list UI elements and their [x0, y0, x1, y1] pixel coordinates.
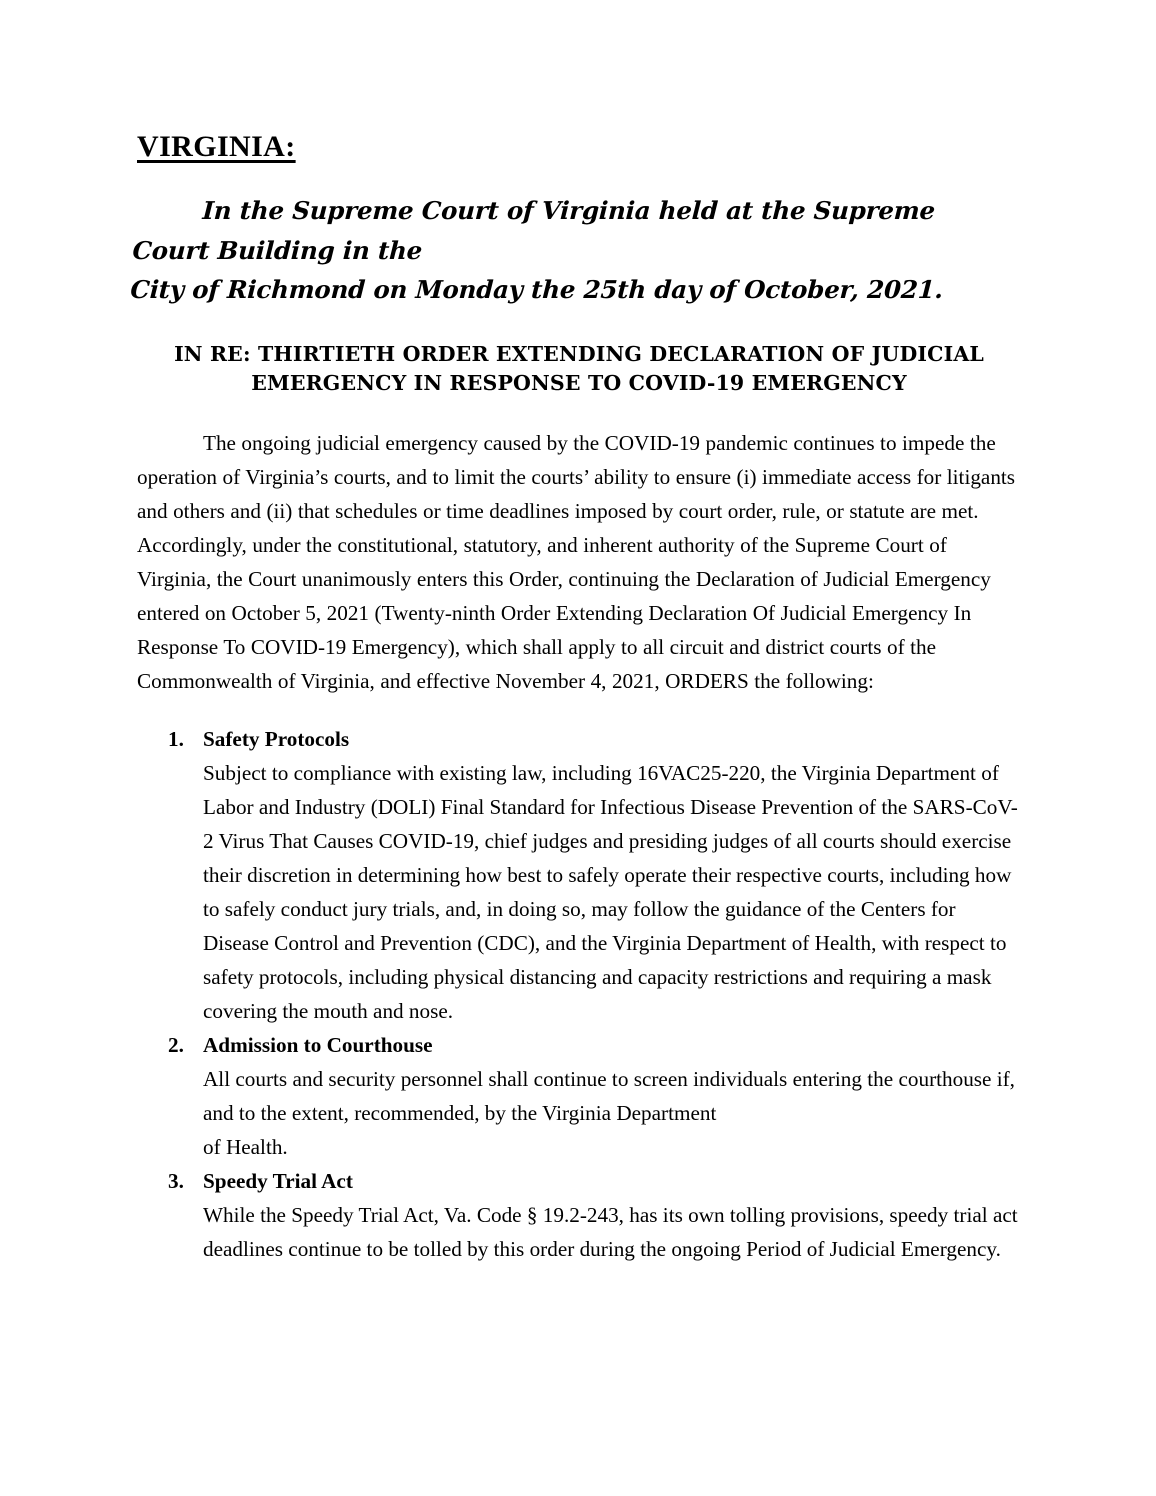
ordered-provisions-list: [137, 698, 1021, 1266]
list-item-number: 2.: [168, 1032, 184, 1057]
list-item-number: 3.: [168, 1168, 184, 1193]
list-item-body: Subject to compliance with existing law, including 16VAC25-220, the Virginia Department of Labor and Industry (DOLI) Final Standard for Infectious Disease Prevention of the SARS-CoV-2 Virus That Causes COVID-19, chief judges and presiding judges of all courts should exercise their discretion in determining how best to safely operate their respective courts, including how to safely conduct jury trials, and, in doing so, may follow the guidance of the Centers for Disease Control and Prevention (CDC), and the Virginia Department of Health, with respect to safety protocols, including physical distancing and capacity restrictions and requiring a mask covering the mouth and nose.: [203, 760, 1018, 1023]
list-item-body: [203, 1062, 1021, 1164]
order-title-line-2: EMERGENCY IN RESPONSE TO COVID-19 EMERGENCY: [251, 370, 907, 395]
list-item-heading: Speedy Trial Act: [203, 1168, 353, 1193]
state-heading: [137, 0, 1021, 165]
list-item-body-part-2: of Health.: [203, 1134, 288, 1159]
list-item: [137, 722, 1021, 1028]
state-heading-text: VIRGINIA:: [137, 130, 296, 163]
list-item-number: 1.: [168, 726, 184, 751]
list-item: [137, 1028, 1021, 1164]
convening-line-1: In the Supreme Court of Virginia held at the Supreme Court Building in the: [131, 195, 936, 265]
convening-block: [129, 165, 1021, 310]
list-item-heading: Safety Protocols: [203, 726, 350, 751]
list-item-body-part-1: All courts and security personnel shall continue to screen individuals entering the courthouse if, and to the extent, recommended, by the Virginia Department: [203, 1066, 1015, 1125]
order-title-line-1: IN RE: THIRTIETH ORDER EXTENDING DECLARATION OF JUDICIAL: [174, 341, 984, 366]
list-item: [137, 1164, 1021, 1266]
order-title: [137, 310, 1021, 398]
list-item-heading: Admission to Courthouse: [203, 1032, 433, 1057]
preamble-paragraph: The ongoing judicial emergency caused by the COVID-19 pandemic continues to impede the operation of Virginia’s courts, and to limit the courts’ ability to ensure (i) immediate access for litigants and others and (ii) that schedules or time deadlines imposed by court order, rule, or statute are met. Accordingly, under the constitutional, statutory, and inherent authority of the Supreme Court of Virginia, the Court unanimously enters this Order, continuing the Declaration of Judicial Emergency entered on October 5, 2021 (Twenty-ninth Order Extending Declaration Of Judicial Emergency In Response To COVID-19 Emergency), which shall apply to all circuit and district courts of the Commonwealth of Virginia, and effective November 4, 2021, ORDERS the following:: [137, 430, 1016, 693]
list-item-body: While the Speedy Trial Act, Va. Code § 19.2-243, has its own tolling provisions, speedy trial act deadlines continue to be tolled by this order during the ongoing Period of Judicial Emergency.: [203, 1202, 1018, 1261]
convening-line-2: City of Richmond on Monday the 25th day of October, 2021.: [129, 274, 944, 304]
document-content-column: [129, 0, 1021, 1266]
